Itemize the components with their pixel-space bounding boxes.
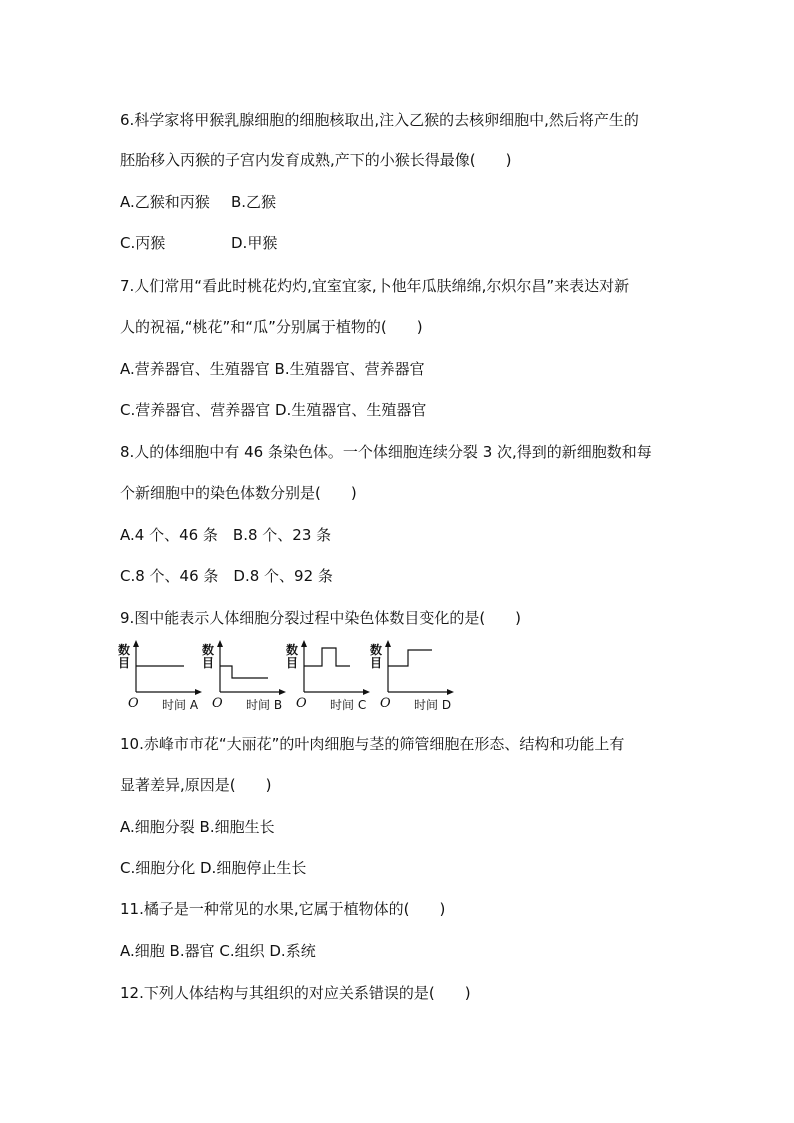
q10-stem-line1: 10.赤峰市市花“大丽花”的叶肉细胞与茎的筛管细胞在形态、结构和功能上有: [120, 735, 625, 753]
q6-option-b: B.乙猴: [231, 193, 277, 211]
q11-options: A.细胞 B.器官 C.组织 D.系统: [120, 942, 316, 960]
chart-d-xlabel: 时间 D: [414, 698, 452, 712]
chart-a-x-arrow: [195, 689, 202, 695]
chart-d: [370, 640, 456, 718]
chart-c-y-arrow: [301, 640, 307, 647]
chart-a-xlabel: 时间 A: [162, 698, 199, 712]
q8-options-ab: A.4 个、46 条 B.8 个、23 条: [120, 526, 332, 544]
chart-b-ylabel: 数目: [202, 643, 215, 670]
q7-stem-line1: 7.人们常用“看此时桃花灼灼,宜室宜家,卜他年瓜肤绵绵,尔炽尔昌”来表达对新: [120, 277, 630, 295]
chart-a: [118, 640, 204, 718]
chart-a-y-arrow: [133, 640, 139, 647]
q8-options-cd: C.8 个、46 条 D.8 个、92 条: [120, 567, 333, 585]
q12-stem: 12.下列人体结构与其组织的对应关系错误的是( ): [120, 984, 471, 1002]
chart-d-y-arrow: [385, 640, 391, 647]
chart-b-x-arrow: [279, 689, 286, 695]
chart-a-ylabel: 数目: [118, 643, 131, 670]
chart-b-y-arrow: [217, 640, 223, 647]
chart-c-xlabel: 时间 C: [330, 698, 367, 712]
q6-option-d: D.甲猴: [231, 234, 278, 252]
chart-b-curve: [220, 666, 268, 678]
q6-option-a: A.乙猴和丙猴: [120, 193, 210, 211]
q7-options-cd: C.营养器官、营养器官 D.生殖器官、生殖器官: [120, 401, 427, 419]
chart-b: [202, 640, 288, 718]
chart-c: [286, 640, 372, 718]
chart-b-xlabel: 时间 B: [246, 698, 283, 712]
chart-d-origin: O: [380, 696, 391, 711]
q6-option-c: C.丙猴: [120, 234, 166, 252]
chart-c-x-arrow: [363, 689, 370, 695]
q11-stem: 11.橘子是一种常见的水果,它属于植物体的( ): [120, 900, 446, 918]
q6-stem-line1: 6.科学家将甲猴乳腺细胞的细胞核取出,注入乙猴的去核卵细胞中,然后将产生的: [120, 111, 639, 129]
chart-d-ylabel: 数目: [370, 643, 383, 670]
q9-chart-options: [118, 640, 478, 718]
q7-stem-line2: 人的祝福,“桃花”和“瓜”分别属于植物的( ): [120, 318, 423, 336]
chart-a-origin: O: [128, 696, 139, 711]
q10-options-cd: C.细胞分化 D.细胞停止生长: [120, 859, 307, 877]
chart-d-curve: [388, 650, 432, 666]
q8-stem-line2: 个新细胞中的染色体数分别是( ): [120, 484, 357, 502]
q6-stem-line2: 胚胎移入丙猴的子宫内发育成熟,产下的小猴长得最像( ): [120, 151, 512, 169]
q9-stem: 9.图中能表示人体细胞分裂过程中染色体数目变化的是( ): [120, 609, 522, 627]
q8-stem-line1: 8.人的体细胞中有 46 条染色体。一个体细胞连续分裂 3 次,得到的新细胞数和每: [120, 443, 652, 461]
q10-stem-line2: 显著差异,原因是( ): [120, 776, 272, 794]
q7-options-ab: A.营养器官、生殖器官 B.生殖器官、营养器官: [120, 360, 425, 378]
q10-options-ab: A.细胞分裂 B.细胞生长: [120, 818, 275, 836]
chart-c-ylabel: 数目: [286, 643, 299, 670]
chart-c-curve: [304, 648, 350, 666]
chart-c-origin: O: [296, 696, 307, 711]
chart-b-origin: O: [212, 696, 223, 711]
chart-d-x-arrow: [447, 689, 454, 695]
